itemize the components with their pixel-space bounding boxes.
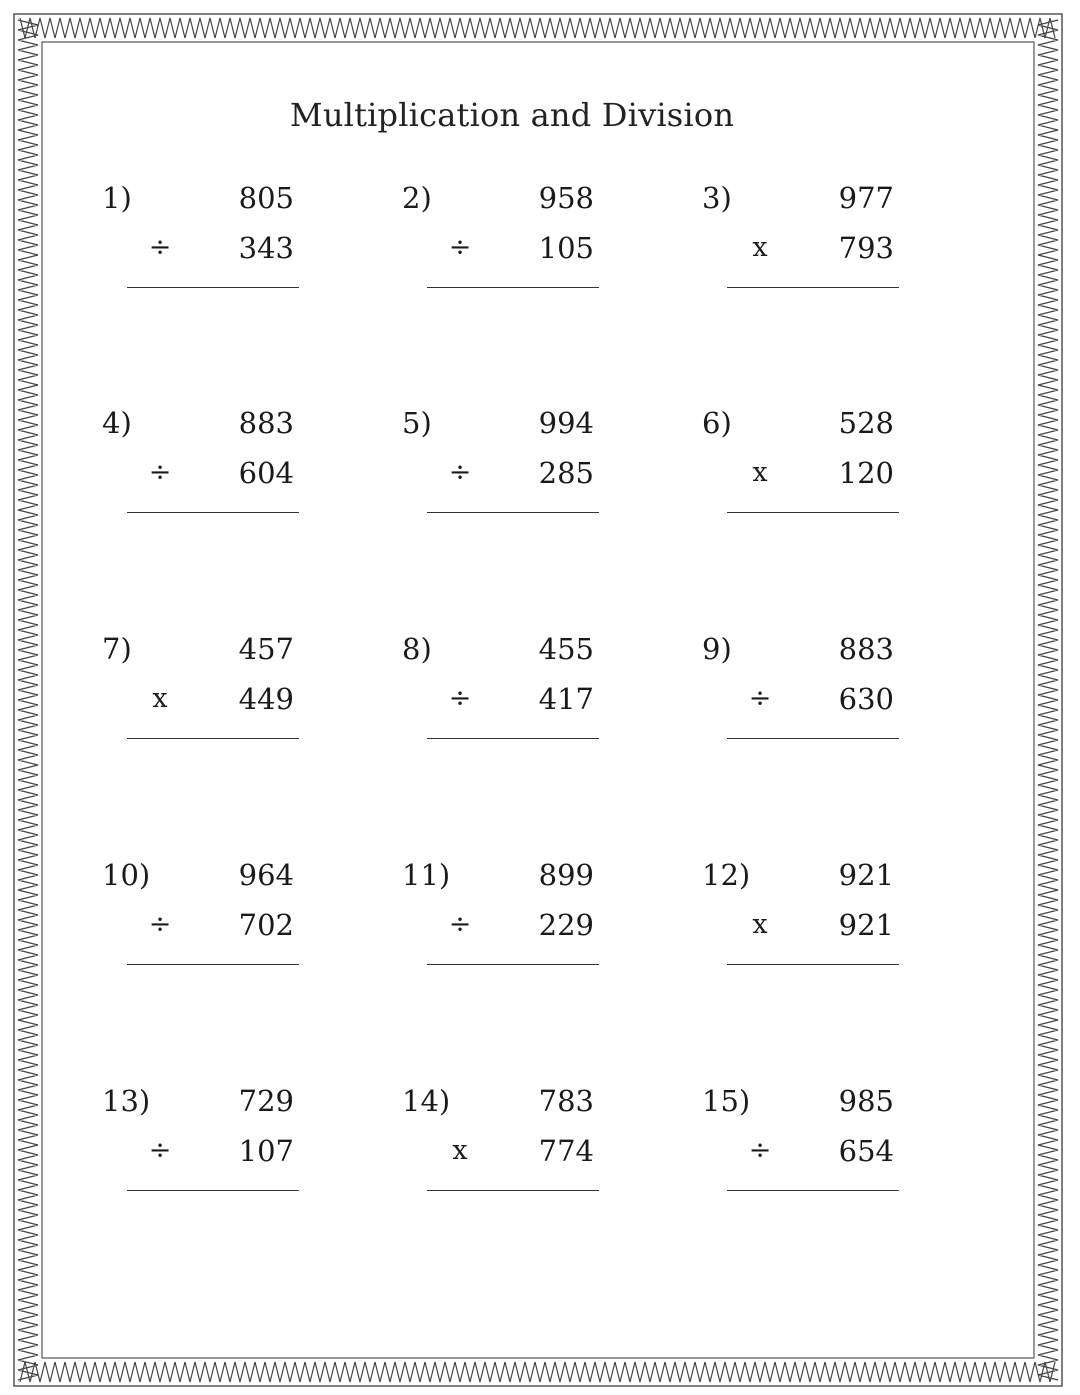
top-operand: 921: [838, 858, 894, 892]
problem-number: 3): [702, 181, 732, 215]
answer-line[interactable]: [727, 1190, 899, 1191]
problem-14: [402, 1083, 602, 1213]
problem-number: 8): [402, 632, 432, 666]
bottom-operand: 921: [838, 908, 894, 942]
bottom-operand: 120: [838, 456, 894, 490]
bottom-operand: 107: [238, 1134, 294, 1168]
operator-symbol: x: [452, 1135, 468, 1166]
top-operand: 994: [538, 406, 594, 440]
top-operand: 985: [838, 1084, 894, 1118]
top-operand: 883: [238, 406, 294, 440]
answer-line[interactable]: [427, 1190, 599, 1191]
operator-symbol: ÷: [748, 1135, 772, 1166]
operator-symbol: ÷: [448, 457, 472, 488]
problem-number: 5): [402, 406, 432, 440]
problem-12: [702, 857, 902, 987]
problem-number: 15): [702, 1084, 751, 1118]
operator-symbol: ÷: [148, 1135, 172, 1166]
answer-line[interactable]: [427, 287, 599, 288]
problem-1: [102, 180, 302, 310]
problem-5: [402, 405, 602, 535]
answer-line[interactable]: [727, 287, 899, 288]
problem-7: [102, 631, 302, 761]
operator-symbol: ÷: [148, 457, 172, 488]
problem-number: 7): [102, 632, 132, 666]
bottom-operand: 654: [838, 1134, 894, 1168]
problem-13: [102, 1083, 302, 1213]
bottom-operand: 229: [538, 908, 594, 942]
top-operand: 964: [238, 858, 294, 892]
bottom-operand: 702: [238, 908, 294, 942]
problem-number: 13): [102, 1084, 151, 1118]
operator-symbol: x: [752, 909, 768, 940]
problem-8: [402, 631, 602, 761]
operator-symbol: ÷: [148, 232, 172, 263]
problem-3: [702, 180, 902, 310]
answer-line[interactable]: [127, 964, 299, 965]
top-operand: 977: [838, 181, 894, 215]
problem-number: 12): [702, 858, 751, 892]
operator-symbol: ÷: [448, 232, 472, 263]
answer-line[interactable]: [427, 738, 599, 739]
problem-number: 11): [402, 858, 451, 892]
top-operand: 457: [238, 632, 294, 666]
top-operand: 783: [538, 1084, 594, 1118]
operator-symbol: x: [752, 457, 768, 488]
operator-symbol: ÷: [448, 909, 472, 940]
problem-number: 6): [702, 406, 732, 440]
bottom-operand: 774: [538, 1134, 594, 1168]
top-operand: 455: [538, 632, 594, 666]
bottom-operand: 630: [838, 682, 894, 716]
operator-symbol: ÷: [748, 683, 772, 714]
worksheet-title: Multiplication and Division: [289, 96, 735, 134]
answer-line[interactable]: [427, 512, 599, 513]
problem-6: [702, 405, 902, 535]
answer-line[interactable]: [127, 738, 299, 739]
operator-symbol: x: [152, 683, 168, 714]
bottom-operand: 793: [838, 231, 894, 265]
operator-symbol: x: [752, 232, 768, 263]
bottom-operand: 604: [238, 456, 294, 490]
problem-15: [702, 1083, 902, 1213]
top-operand: 729: [238, 1084, 294, 1118]
problem-number: 9): [702, 632, 732, 666]
problem-number: 10): [102, 858, 151, 892]
answer-line[interactable]: [727, 738, 899, 739]
problem-11: [402, 857, 602, 987]
top-operand: 958: [538, 181, 594, 215]
operator-symbol: ÷: [148, 909, 172, 940]
problem-4: [102, 405, 302, 535]
answer-line[interactable]: [727, 964, 899, 965]
answer-line[interactable]: [127, 1190, 299, 1191]
problem-2: [402, 180, 602, 310]
bottom-operand: 417: [538, 682, 594, 716]
top-operand: 883: [838, 632, 894, 666]
problem-number: 1): [102, 181, 132, 215]
top-operand: 805: [238, 181, 294, 215]
bottom-operand: 343: [238, 231, 294, 265]
answer-line[interactable]: [427, 964, 599, 965]
answer-line[interactable]: [727, 512, 899, 513]
problem-10: [102, 857, 302, 987]
problem-number: 14): [402, 1084, 451, 1118]
operator-symbol: ÷: [448, 683, 472, 714]
answer-line[interactable]: [127, 512, 299, 513]
problem-9: [702, 631, 902, 761]
problem-number: 2): [402, 181, 432, 215]
answer-line[interactable]: [127, 287, 299, 288]
top-operand: 899: [538, 858, 594, 892]
bottom-operand: 449: [238, 682, 294, 716]
bottom-operand: 105: [538, 231, 594, 265]
problem-number: 4): [102, 406, 132, 440]
bottom-operand: 285: [538, 456, 594, 490]
top-operand: 528: [838, 406, 894, 440]
